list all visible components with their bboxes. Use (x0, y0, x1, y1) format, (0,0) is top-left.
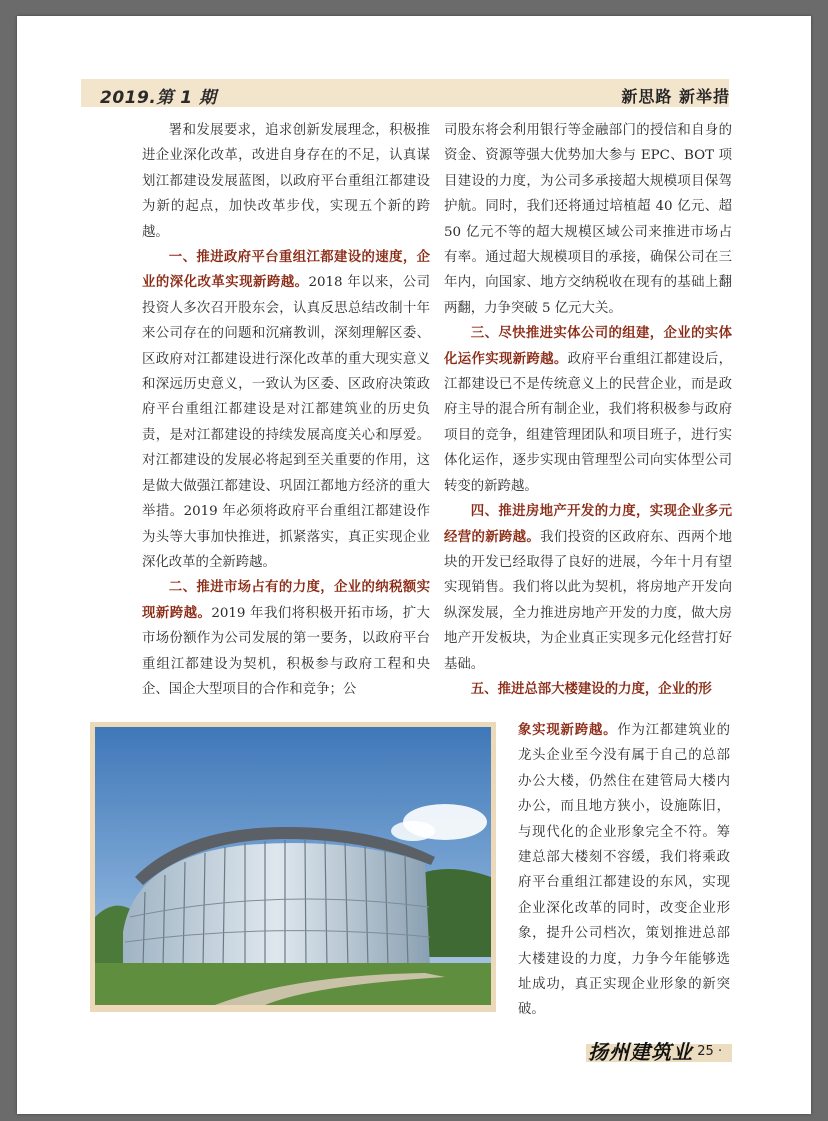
paragraph-3 (444, 321, 732, 499)
paragraph-2 (142, 575, 430, 702)
paragraph-intro: 署和发展要求，追求创新发展理念，积极推进企业深化改革，改进自身存在的不足，认真谋划江都建设发展蓝图，以政府平台重组江都建设为新的起点，加快改革步伐，实现五个新的跨越。 (142, 123, 430, 240)
section-title: 新思路 新举措 (621, 87, 730, 106)
right-column (444, 118, 732, 702)
magazine-logo: 扬州建筑业 (588, 1040, 693, 1064)
paragraph-5-heading-a: 五、推进总部大楼建设的力度，企业的形 (470, 680, 712, 697)
left-column (142, 118, 430, 702)
wrapped-text (518, 718, 730, 1023)
lawn (95, 963, 491, 1005)
page-number: · 25 · (689, 1044, 723, 1059)
paragraph-4-body: 我们投资的区政府东、西两个地块的开发已经取得了良好的进展，今年十月有望实现销售。我们将以此为契机，将房地产开发向纵深发展，全力推进房地产开发的力度，做大房地产开发板块，为企业真正实现多元化经营打好基础。 (444, 529, 733, 672)
paragraph-5 (518, 718, 730, 1023)
paragraph-4-heading: 四、推进房地产开发的力度，实现企业多元经营的新跨越。 (444, 503, 732, 545)
paragraph-5-body: 作为江都建筑业的龙头企业至今没有属于自己的总部办公大楼，仍然住在建管局大楼内办公，而且地方狭小，设施陈旧，与现代化的企业形象完全不符。筹建总部大楼刻不容缓，我们将乘政府平台重组江都建设的东风，实现企业深化改革的同时，改变企业形象，提升公司档次，策划推进总部大楼建设的力度，力争今年能够选址成功，真正实现企业形象的新突破。 (518, 723, 731, 1018)
paragraph-4 (444, 499, 732, 677)
building-photo (95, 727, 491, 1005)
paragraph-5-heading-b: 象实现新跨越。 (518, 722, 618, 738)
paragraph-3-body: 政府平台重组江都建设后，江都建设已不是传统意义上的民营企业，而是政府主导的混合所有制企业，我们将积极参与政府项目的竞争，组建管理团队和项目班子，进行实体化运作，逐步实现由管理型公司向实体型公司转变的新跨越。 (444, 351, 733, 494)
issue-label: 2019.第 1 期 (100, 88, 217, 108)
paragraph-2-continued: 司股东将会利用银行等金融部门的授信和自身的资金、资源等强大优势加大参与 EPC、BOT 项目建设的力度，为公司多承接超大规模项目保驾护航。同时，我们还将通过培植超 40 亿元、超 50 亿元不等的超大规模区域公司来推进市场占有率。通过超大规模项目的承接，确保公司在三年内，向国家、地方交纳税收在现有的基础上翻两翻，力争突破 5 亿元大关。 (444, 123, 732, 316)
paragraph-1-heading: 一、推进政府平台重组江都建设的速度，企业的深化改革实现新跨越。 (142, 249, 430, 291)
paragraph-3-heading: 三、尽快推进实体公司的组建，企业的实体化运作实现新跨越。 (444, 325, 732, 367)
paragraph-1 (142, 245, 430, 575)
paragraph-5-heading-line (444, 677, 732, 702)
paragraph-1-body: 2018 年以来，公司投资人多次召开股东会，认真反思总结改制十年来公司存在的问题和沉痛教训，深刻理解区委、区政府对江都建设进行深化改革的重大现实意义和深远历史意义，一致认为区委、区政府决策政府平台重组江都建设是对江都建筑业的历史负责，是对江都建设的持续发展高度关心和厚爱。对江都建设的发展必将起到至关重要的作用，这是做大做强江都建设、巩固江都地方经济的重大举措。2019 年必须将政府平台重组江都建设作为头等大事加快推进，抓紧落实，真正实现企业深化改革的全新跨越。 (142, 275, 430, 570)
paragraph-2-body: 2019 年我们将积极开拓市场，扩大市场份额作为公司发展的第一要务，以政府平台重组江都建设为契机，积极参与政府工程和央企、国企大型项目的合作和竞争；公 (142, 605, 431, 697)
cloud-small (391, 821, 435, 841)
paragraph-2-heading: 二、推进市场占有的力度，企业的纳税额实现新跨越。 (142, 579, 430, 621)
